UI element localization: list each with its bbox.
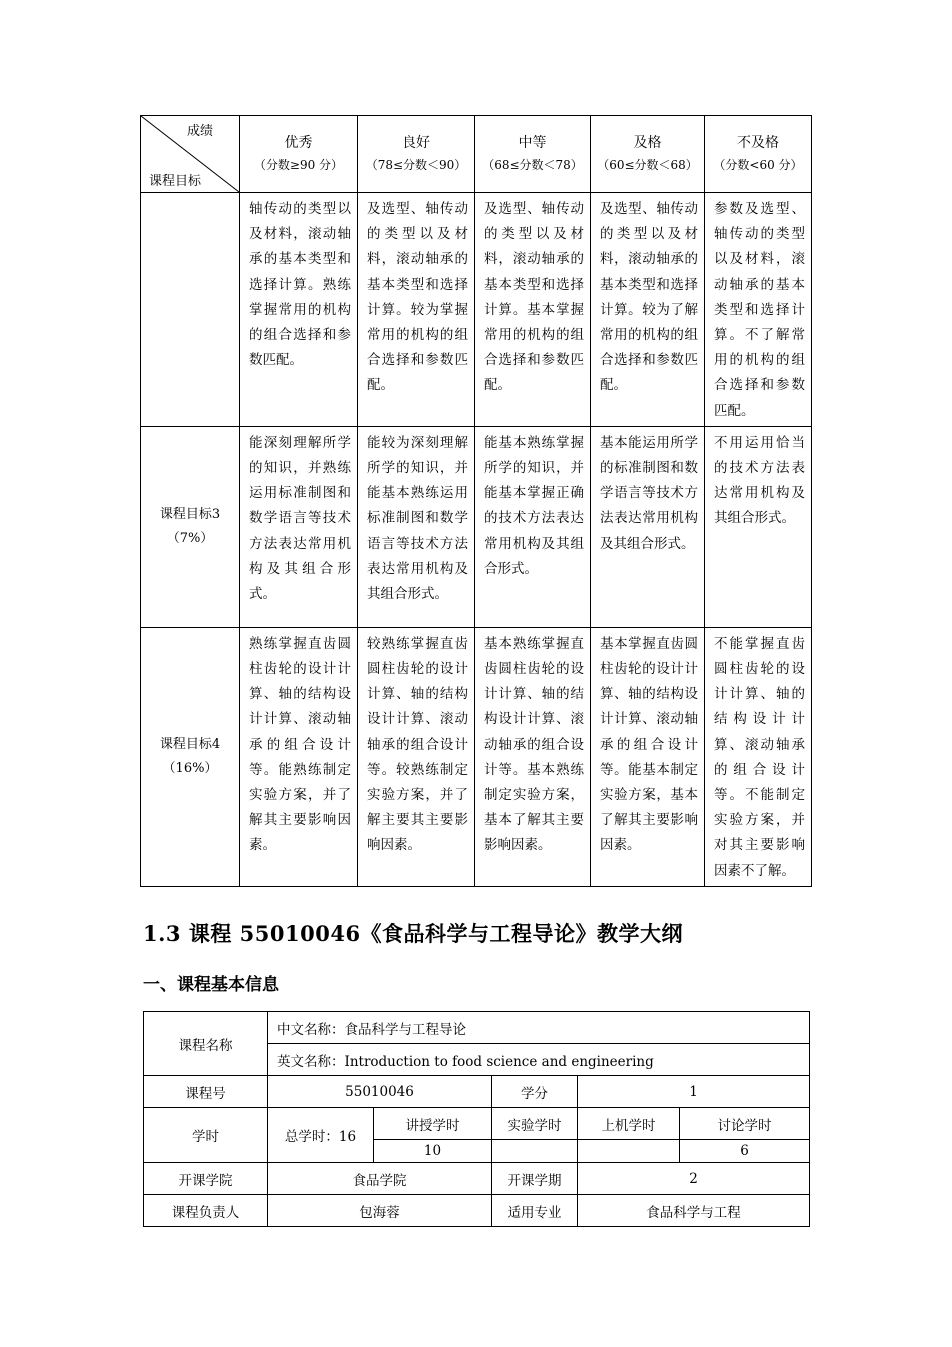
criteria-cell: 较熟练掌握直齿圆柱齿轮的设计计算、轴的结构设计计算、滚动轴承的组合设计等。较熟练制定实验方案，并了解主要其主要影响因素。 [358,627,475,886]
criteria-cell: 基本掌握直齿圆柱齿轮的设计计算、轴的结构设计计算、滚动轴承的组合设计等。能基本制定实验方案，基本了解其主要影响因素。 [591,627,705,886]
table-row [144,1108,810,1140]
header-good: 良好 （78≤分数＜90） [358,116,475,193]
table-row [144,1012,810,1044]
course-no-label: 课程号 [144,1076,268,1108]
criteria-cell: 基本能运用所学的标准制图和数学语言等技术方法表达常用机构及其组合形式。 [591,426,705,627]
semester: 2 [578,1163,810,1195]
header-pass: 及格 （60≤分数＜68） [591,116,705,193]
chinese-name: 中文名称：食品科学与工程导论 [268,1012,810,1044]
header-medium: 中等 （68≤分数＜78） [475,116,591,193]
sub-heading: 一、课程基本信息 [143,975,279,995]
credit-label: 学分 [492,1076,578,1108]
goal-cell: 课程目标4 （16%） [141,627,240,886]
lecture-hours-label: 讲授学时 [374,1108,492,1140]
header-fail: 不及格 （分数<60 分） [705,116,812,193]
college: 食品学院 [268,1163,492,1195]
criteria-cell: 不能掌握直齿圆柱齿轮的设计计算、轴的结构设计计算、滚动轴承的组合设计等。不能制定实验方案，并对其主要影响因素不了解。 [705,627,812,886]
total-hours: 总学时：16 [268,1108,374,1163]
lecture-hours: 10 [374,1140,492,1163]
criteria-cell: 轴传动的类型以及材料，滚动轴承的基本类型和选择计算。熟练掌握常用的机构的组合选择和参数匹配。 [240,193,358,427]
major: 食品科学与工程 [578,1195,810,1227]
header-excellent: 优秀 （分数≥90 分） [240,116,358,193]
computer-hours [578,1140,680,1163]
criteria-cell: 能基本熟练掌握所学的知识，并能基本掌握正确的技术方法表达常用机构及其组合形式。 [475,426,591,627]
leader-label: 课程负责人 [144,1195,268,1227]
table-row [144,1195,810,1227]
college-label: 开课学院 [144,1163,268,1195]
criteria-cell: 及选型、轴传动的类型以及材料，滚动轴承的基本类型和选择计算。基本掌握常用的机构的组合选择和参数匹配。 [475,193,591,427]
grade-header-row [141,116,812,193]
discussion-hours: 6 [680,1140,810,1163]
goal-cell [141,193,240,427]
leader: 包海蓉 [268,1195,492,1227]
criteria-cell: 不用运用恰当的技术方法表达常用机构及其组合形式。 [705,426,812,627]
major-label: 适用专业 [492,1195,578,1227]
english-name: 英文名称：Introduction to food science and engineering [268,1044,810,1076]
criteria-cell: 参数及选型、轴传动的类型以及材料，滚动轴承的基本类型和选择计算。不了解常用的机构的组合选择和参数匹配。 [705,193,812,427]
credit: 1 [578,1076,810,1108]
criteria-cell: 及选型、轴传动的类型以及材料，滚动轴承的基本类型和选择计算。较为掌握常用的机构的组合选择和参数匹配。 [358,193,475,427]
criteria-cell: 熟练掌握直齿圆柱齿轮的设计计算、轴的结构设计计算、滚动轴承的组合设计等。能熟练制定实验方案，并了解其主要影响因素。 [240,627,358,886]
table-row [141,193,812,427]
section-heading: 1.3 课程 55010046《食品科学与工程导论》教学大纲 [143,921,684,946]
lab-hours-label: 实验学时 [492,1108,578,1140]
discussion-hours-label: 讨论学时 [680,1108,810,1140]
diagonal-header-cell [141,116,240,193]
grade-axis-label: 成绩 [186,124,213,139]
goal-cell: 课程目标3 （7%） [141,426,240,627]
course-no: 55010046 [268,1076,492,1108]
lab-hours [492,1140,578,1163]
course-name-label: 课程名称 [144,1012,268,1076]
goal-axis-label: 课程目标 [149,174,202,189]
computer-hours-label: 上机学时 [578,1108,680,1140]
table-row [141,426,812,627]
semester-label: 开课学期 [492,1163,578,1195]
criteria-cell: 能深刻理解所学的知识，并熟练运用标准制图和数学语言等技术方法表达常用机构及其组合形式。 [240,426,358,627]
table-row [144,1163,810,1195]
hours-label: 学时 [144,1108,268,1163]
table-row [144,1076,810,1108]
course-info-table [143,1011,810,1227]
criteria-cell: 能较为深刻理解所学的知识，并能基本熟练运用标准制图和数学语言等技术方法表达常用机构及其组合形式。 [358,426,475,627]
grading-criteria-table [140,115,812,887]
criteria-cell: 基本熟练掌握直齿圆柱齿轮的设计计算、轴的结构设计计算、滚动轴承的组合设计等。基本熟练制定实验方案，基本了解其主要影响因素。 [475,627,591,886]
criteria-cell: 及选型、轴传动的类型以及材料，滚动轴承的基本类型和选择计算。较为了解常用的机构的组合选择和参数匹配。 [591,193,705,427]
table-row [141,627,812,886]
